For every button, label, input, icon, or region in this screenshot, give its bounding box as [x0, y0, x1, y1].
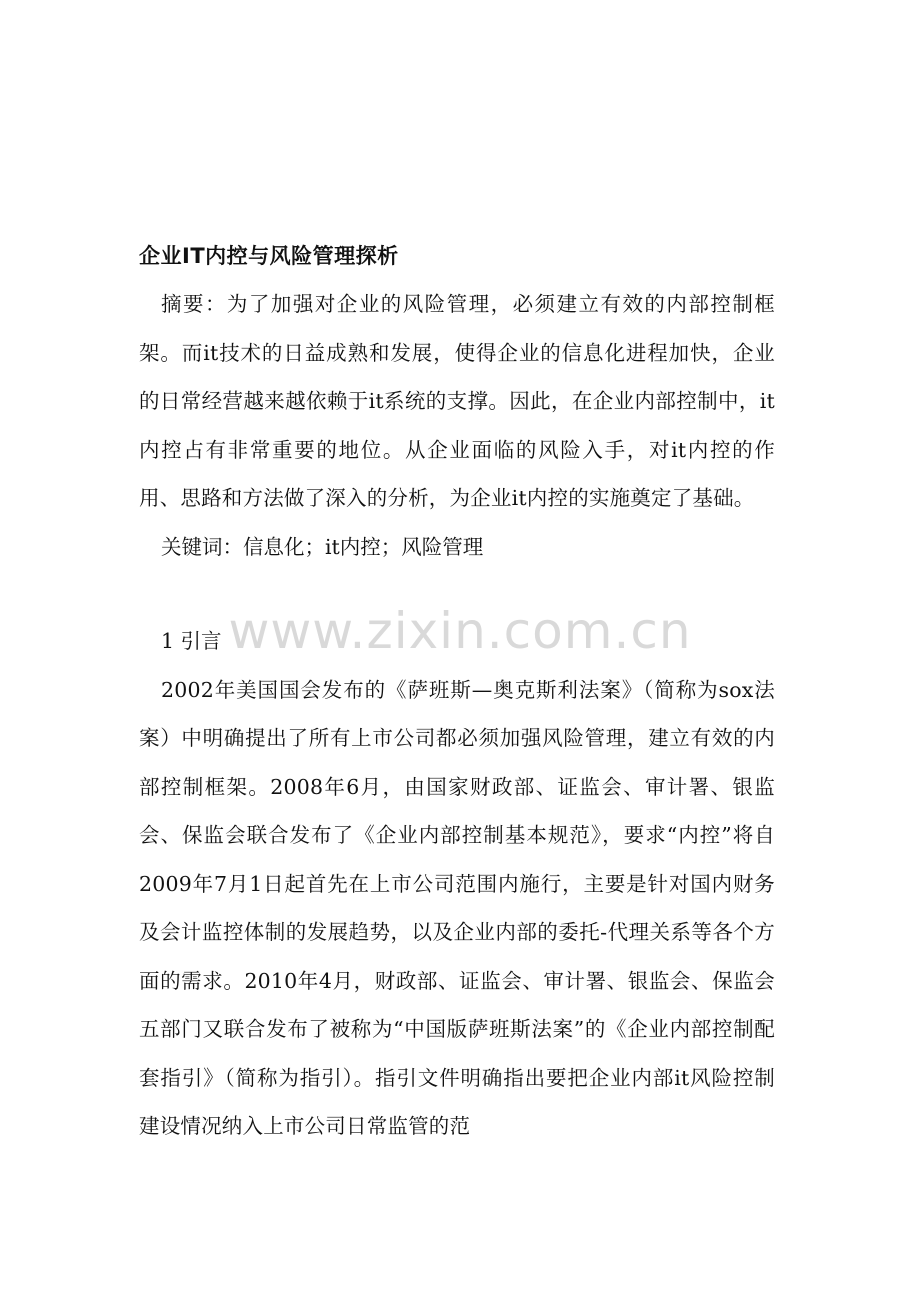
document-title: 企业IT内控与风险管理探析 — [139, 244, 399, 268]
keywords-line: 关键词：信息化；it内控；风险管理 — [161, 534, 484, 559]
abstract-paragraph: 摘要：为了加强对企业的风险管理，必须建立有效的内部控制框架。而it技术的日益成熟和发展，使得企业的信息化进程加快，企业的日常经营越来越依赖于it系统的支撑。因此，在企业内部控制中，it内控占有非常重要的地位。从企业面临的风险入手，对it内控的作用、思路和方法做了深入的分析，为企业it内控的实施奠定了基础。 — [139, 292, 775, 510]
introduction-paragraph: 2002年美国国会发布的《萨班斯—奥克斯利法案》（简称为sox法案）中明确提出了所有上市公司都必须加强风险管理，建立有效的内部控制框架。2008年6月，由国家财政部、证监会、审计署、银监会、保监会联合发布了《企业内部控制基本规范》，要求“内控”将自2009年7月1日起首先在上市公司范围内施行，主要是针对国内财务及会计监控体制的发展趋势，以及企业内部的委托-代理关系等各个方面的需求。2010年4月，财政部、证监会、审计署、银监会、保监会五部门又联合发布了被称为“中国版萨班斯法案”的《企业内部控制配套指引》（简称为指引）。指引文件明确指出要把企业内部it风险控制建设情况纳入上市公司日常监管的范 — [139, 677, 775, 1138]
section-heading-introduction: 1 引言 — [161, 629, 222, 653]
watermark: www.zixin.com.cn — [228, 602, 692, 660]
document-body — [139, 236, 775, 1151]
